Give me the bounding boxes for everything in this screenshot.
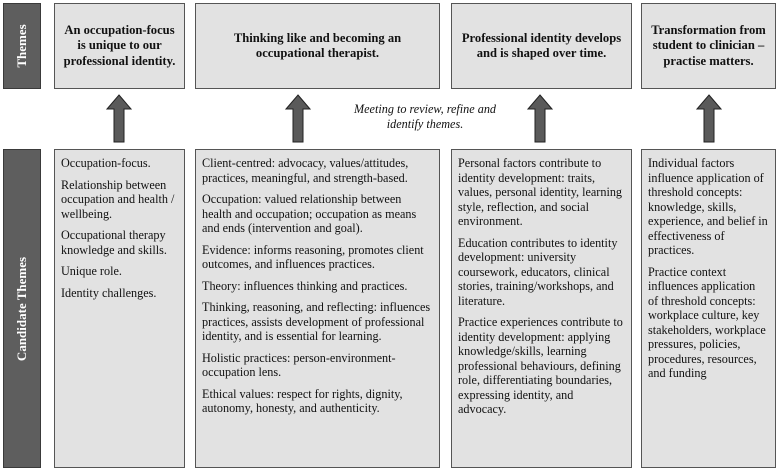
meeting-note: Meeting to review, refine and identify themes. — [353, 102, 497, 132]
candidate-item: Evidence: informs reasoning, promotes client outcomes, and influences practices. — [202, 242, 424, 272]
themes-side-label: Themes — [14, 24, 29, 68]
theme-box-3 — [451, 3, 632, 89]
candidate-item: Holistic practices: person-environment-occupation lens. — [202, 350, 396, 380]
theme-box-4 — [641, 3, 776, 89]
up-arrow-2 — [285, 94, 311, 143]
theme-text-3: Professional identity develops and is shaped over time. — [461, 30, 622, 60]
up-arrow-4 — [696, 94, 722, 143]
candidate-item: Education contributes to identity development: university coursework, educators, clinical stories, training/workshops, and literature. — [458, 235, 618, 308]
themes-side-label-bar — [3, 3, 41, 89]
candidate-item: Identity challenges. — [61, 285, 157, 300]
candidate-box-2 — [195, 149, 440, 468]
candidate-item: Theory: influences thinking and practices. — [202, 278, 408, 293]
candidate-item: Individual factors influence application of threshold concepts: knowledge, skills, experience, and belief in effectiveness of practices. — [648, 156, 768, 258]
candidate-item: Ethical values: respect for rights, dignity, autonomy, honesty, and authenticity. — [202, 386, 403, 416]
candidate-item: Occupation: valued relationship between health and occupation; occupation as means and ends (intervention and goal). — [202, 192, 417, 236]
candidate-box-3 — [451, 149, 632, 468]
theme-text-4: Transformation from student to clinician – practise matters. — [651, 23, 766, 68]
candidate-themes-side-label-bar — [3, 149, 41, 468]
candidate-item: Practice context influences application of threshold concepts: workplace culture, key stakeholders, workplace pressures, policies, procedures, resources, and funding — [648, 264, 766, 381]
candidate-box-1 — [54, 149, 185, 468]
candidate-item: Occupational therapy knowledge and skills. — [61, 228, 167, 257]
candidate-item: Relationship between occupation and health / wellbeing. — [61, 177, 175, 221]
candidate-item: Personal factors contribute to identity development: traits, values, personal identity, learning style, reflection, and social environment. — [458, 156, 623, 229]
candidate-item: Occupation-focus. — [61, 156, 151, 170]
theme-text-1: An occupation-focus is unique to our professional identity. — [63, 23, 176, 68]
candidate-item: Unique role. — [61, 264, 122, 279]
candidate-themes-side-label: Candidate Themes — [14, 256, 29, 361]
candidate-item: Thinking, reasoning, and reflecting: influences practices, assists development of professional identity, and is essential for learning. — [202, 300, 431, 344]
theme-box-2 — [195, 3, 440, 89]
theme-text-2: Thinking like and becoming an occupational therapist. — [233, 30, 402, 60]
candidate-box-4 — [641, 149, 776, 468]
candidate-item: Practice experiences contribute to identity development: applying knowledge/skills, learning professional behaviours, defining role, differentiating boundaries, expressing identity, and advocacy. — [458, 315, 623, 417]
up-arrow-1 — [106, 94, 132, 143]
up-arrow-3 — [527, 94, 553, 143]
theme-box-1 — [54, 3, 185, 89]
candidate-item: Client-centred: advocacy, values/attitudes, practices, meaningful, and strength-based. — [202, 156, 409, 185]
